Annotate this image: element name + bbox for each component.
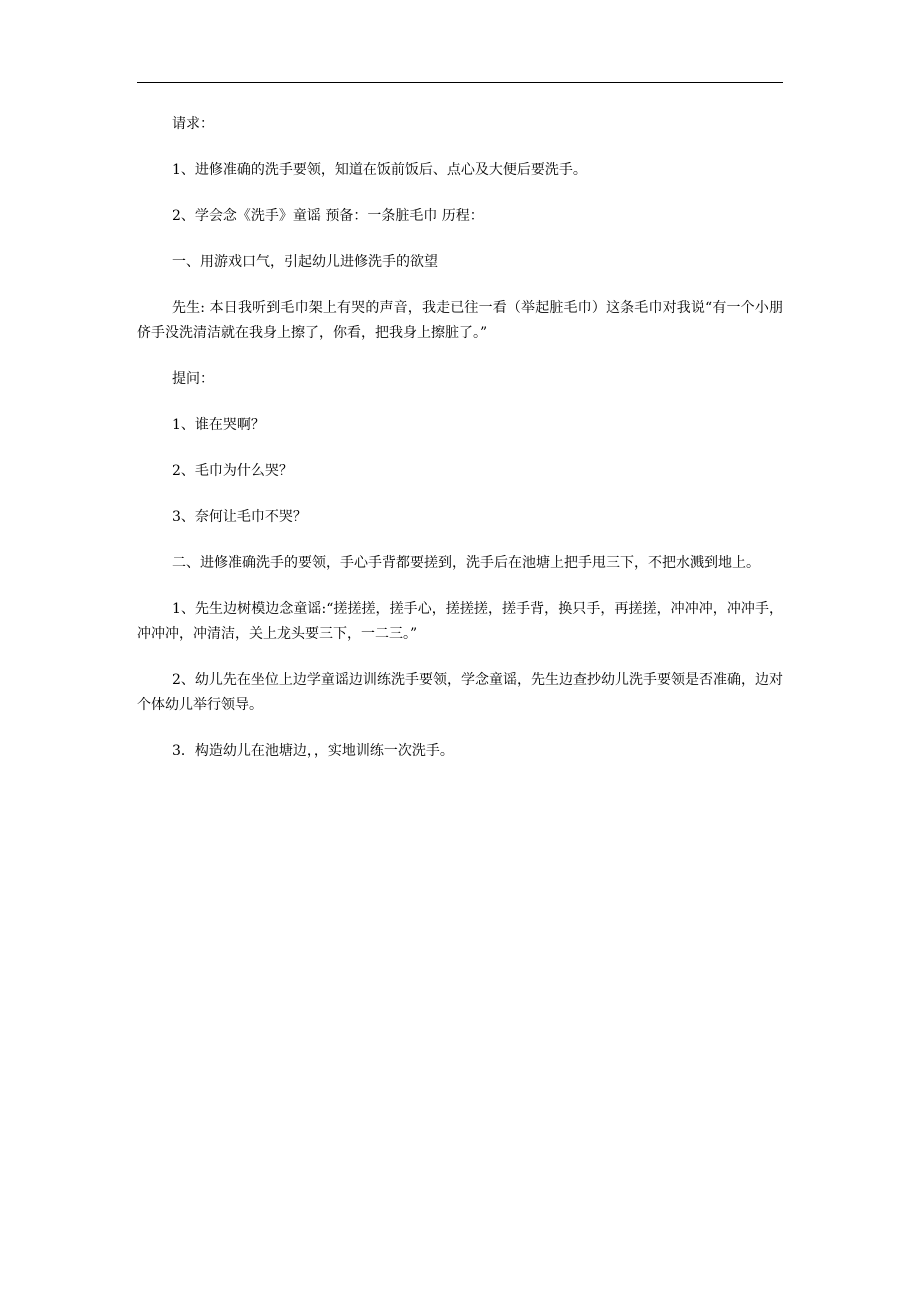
questions-heading: 提问： (172, 371, 214, 387)
header-rule (137, 82, 783, 83)
section-heading: 一、用游戏口气，引起幼儿进修洗手的欲望 (172, 254, 438, 270)
question-item: 3、奈何让毛巾不哭？ (172, 509, 307, 525)
step-item: 1、先生边树模边念童谣:“搓搓搓，搓手心，搓搓搓，搓手背，换只手，再搓搓，冲冲冲，冲冲手，冲冲冲，冲清洁，关上龙头要三下，一二三。” (137, 601, 783, 642)
question-item: 1、谁在哭啊？ (172, 417, 265, 433)
section-heading: 二、进修准确洗手的要领，手心手背都要搓到，洗手后在池塘上把手甩三下，不把水溅到地上。 (172, 555, 760, 571)
step-item: 3．构造幼儿在池塘边，，实地训练一次洗手。 (172, 743, 454, 759)
requirement-item: 1、进修准确的洗手要领，知道在饭前饭后、点心及大便后要洗手。 (172, 162, 587, 178)
teacher-paragraph: 先生: 本日我听到毛巾架上有哭的声音，我走已往一看（举起脏毛巾）这条毛巾对我说“有一个小朋侪手没洗清洁就在我身上擦了，你看，把我身上擦脏了。” (137, 300, 783, 341)
requirements-heading: 请求： (172, 116, 214, 132)
document-body (137, 112, 783, 785)
question-item: 2、毛巾为什么哭？ (172, 463, 293, 479)
step-item: 2、幼儿先在坐位上边学童谣边训练洗手要领，学念童谣，先生边查抄幼儿洗手要领是否准确，边对个体幼儿举行领导。 (137, 672, 783, 713)
requirement-item: 2、学会念《洗手》童谣 预备：一条脏毛巾 历程： (172, 208, 484, 224)
